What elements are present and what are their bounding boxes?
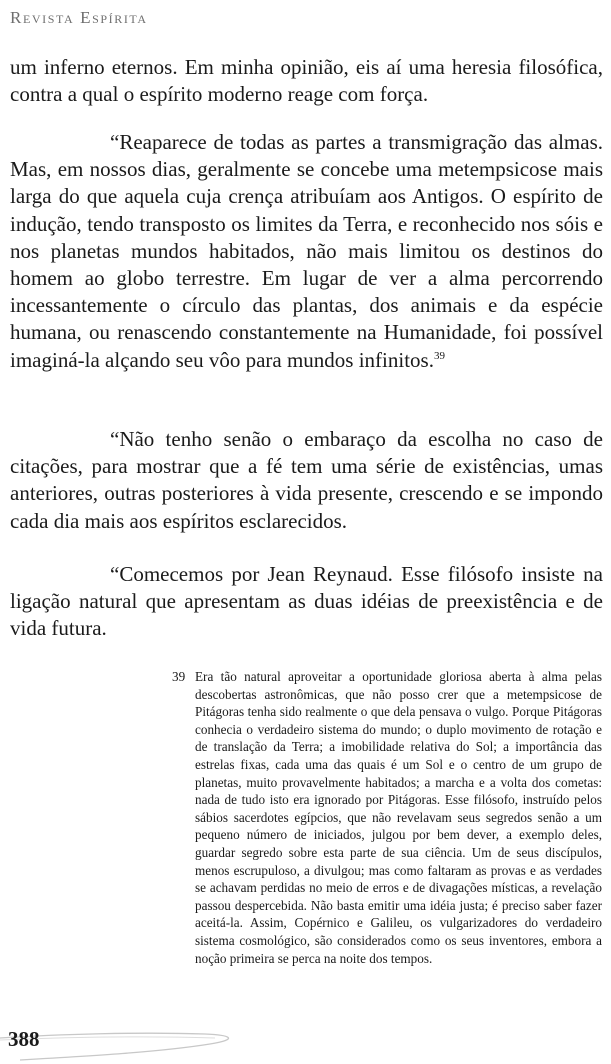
running-header: Revista Espírita (10, 8, 148, 27)
paragraph-text: “Reaparece de todas as partes a transmigração das almas. Mas, em nossos dias, geralmente se concebe uma metempsicose mais larga do que aquela cuja crença atribuíam aos Antigos. O espírito de indução, tendo transposto os limites da Terra, e reconhecido nos sóis e nos planetas mundos habitados, não mais limitou os destinos do homem ao globo terrestre. Em lugar de ver a alma percorrendo incessantemente o círculo das plantas, dos animais e da espécie humana, ou renascendo constantemente na Humanidade, foi possível imaginá-la alçando seu vôo para mundos infinitos. (10, 130, 603, 372)
paragraph-text: “Comecemos por Jean Reynaud. Esse filósofo insiste na ligação natural que apresentam as duas idéias de preexistência e de vida futura. (10, 562, 603, 641)
footnote (172, 668, 602, 967)
footnote-text: Era tão natural aproveitar a oportunidade gloriosa aberta à alma pelas descobertas astronômicas, que não posso crer que a metempsicose de Pitágoras tenha sido realmente o que dela pensava o vulgo. Porque Pitágoras conhecia o verdadeiro sistema do mundo; o duplo movimento de rotação e de translação da Terra; a imobilidade relativa do Sol; a importância das estrelas fixas, cada uma das quais é um Sol e o centro de um grupo de planetas, muito provavelmente habitados; a marcha e a volta dos cometas: nada de tudo isto era ignorado por Pitágoras. Esse filósofo, instruído pelos sábios sacerdotes egípcios, que não revelavam seus segredos senão a um pequeno número de iniciados, julgou por bem dever, a exemplo deles, guardar segredo sobre esta parte de sua ciência. Um de seus discípulos, menos escrupuloso, a divulgou; mas como faltaram as provas e as verdades se achavam perdidas no meio de erros e de divagações místicas, a revelação passou despercebida. Não basta emitir uma idéia justa; é preciso saber fazer aceitá-la. Assim, Copérnico e Galileu, os vulgarizadores do verdadeiro sistema cosmológico, são considerados como os seus inventores, embora a noção primeira se perca na noite dos tempos. (195, 669, 602, 966)
footnote-number: 39 (172, 669, 186, 684)
paragraph-jean-reynaud (10, 561, 603, 643)
footnote-reference[interactable]: 39 (433, 349, 445, 362)
page-number: 388 (8, 1027, 40, 1051)
paragraph-continuation: um inferno eternos. Em minha opinião, eis aí uma heresia filosófica, contra a qual o espírito moderno reage com força. (10, 55, 603, 107)
paragraph-citations (10, 426, 603, 535)
paragraph-transmigration (10, 129, 603, 374)
paragraph-text: “Não tenho senão o embaraço da escolha no caso de citações, para mostrar que a fé tem uma série de existências, umas anteriores, outras posteriores à vida presente, crescendo e se impondo cada dia mais aos espíritos esclarecidos. (10, 427, 603, 533)
